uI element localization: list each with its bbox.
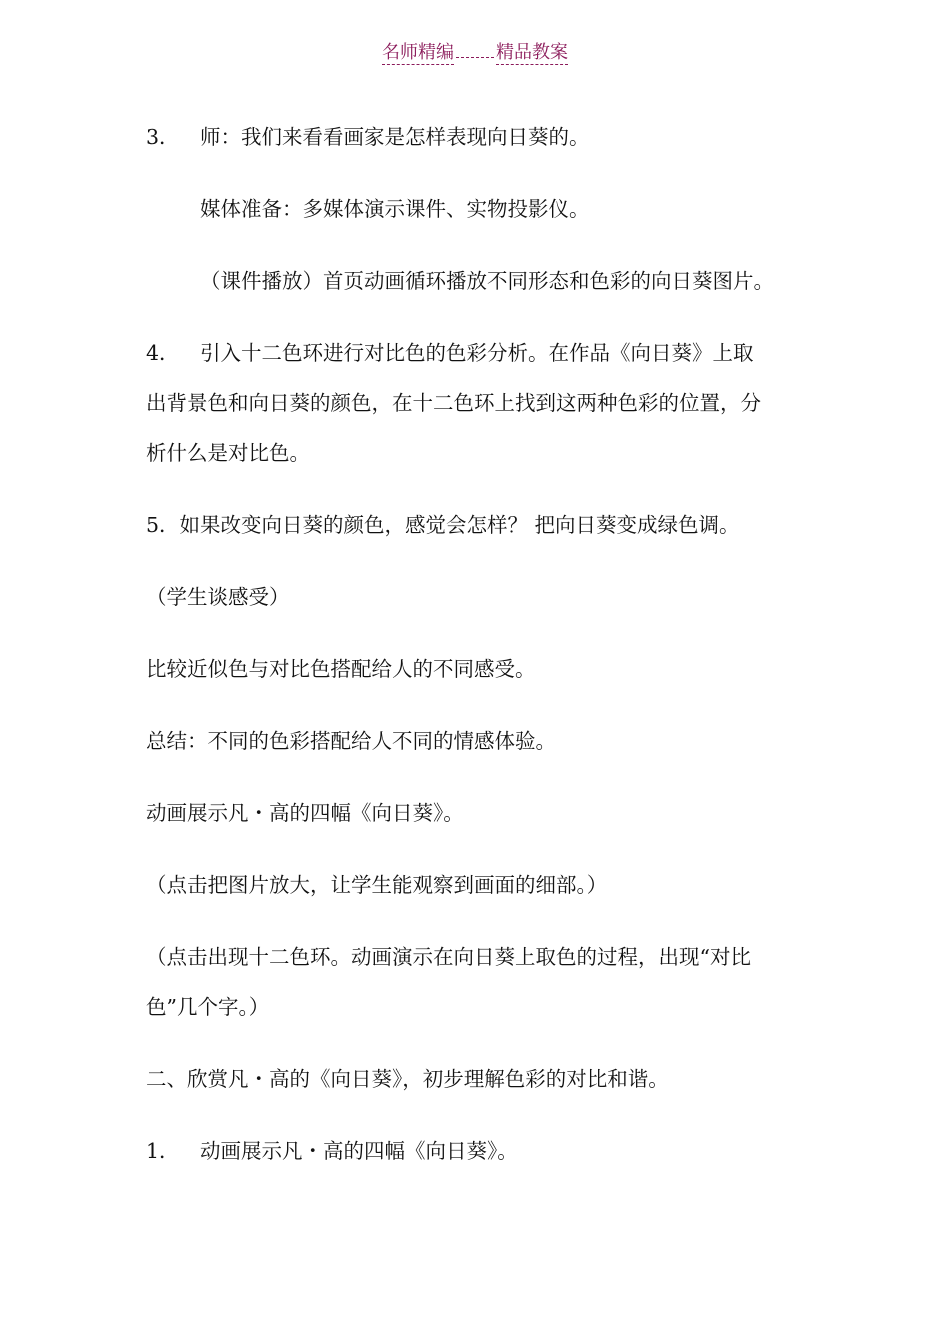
paragraph-4-line-3: 析什么是对比色。 (146, 441, 310, 465)
student-feelings: （学生谈感受） (146, 585, 290, 609)
media-prep: 媒体准备：多媒体演示课件、实物投影仪。 (200, 197, 590, 221)
courseware-playback: （课件播放）首页动画循环播放不同形态和色彩的向日葵图片。 (200, 269, 774, 293)
item-number: 1． (146, 1139, 180, 1163)
header-separator (456, 56, 494, 58)
paragraph-1 (146, 1139, 518, 1163)
paragraph-5: 5．如果改变向日葵的颜色，感觉会怎样？ 把向日葵变成绿色调。 (146, 513, 740, 537)
animation-show: 动画展示凡・高的四幅《向日葵》。 (146, 801, 464, 825)
paragraph-text: 动画展示凡・高的四幅《向日葵》。 (200, 1139, 518, 1163)
header-left: 名师精编 (382, 42, 454, 63)
paragraph-text: 师：我们来看看画家是怎样表现向日葵的。 (200, 125, 590, 149)
paragraph-4-line-2: 出背景色和向日葵的颜色，在十二色环上找到这两种色彩的位置，分 (146, 391, 761, 415)
item-number: 4． (146, 341, 180, 365)
header-right: 精品教案 (496, 42, 568, 63)
section-heading-2: 二、欣赏凡・高的《向日葵》，初步理解色彩的对比和谐。 (146, 1067, 669, 1091)
paragraph-text: 引入十二色环进行对比色的色彩分析。在作品《向日葵》上取 (200, 341, 754, 365)
paragraph-4-line-1 (146, 341, 754, 365)
paragraph-3 (146, 125, 590, 149)
item-number: 3． (146, 125, 180, 149)
click-enlarge: （点击把图片放大，让学生能观察到画面的细部。） (146, 873, 608, 897)
page-header (0, 38, 950, 64)
click-color-wheel-line-1: （点击出现十二色环。动画演示在向日葵上取色的过程，出现“对比 (146, 945, 751, 969)
click-color-wheel-line-2: 色”几个字。） (146, 995, 270, 1019)
summary: 总结：不同的色彩搭配给人不同的情感体验。 (146, 729, 556, 753)
compare-colors: 比较近似色与对比色搭配给人的不同感受。 (146, 657, 536, 681)
